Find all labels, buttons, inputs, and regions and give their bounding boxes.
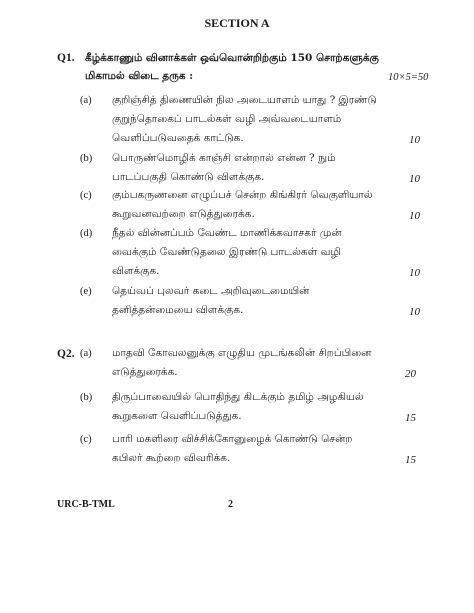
q2a-line1: மாதவி கோவலனுக்கு எழுதிய முடங்கலின் சிறப்பினை	[112, 347, 372, 359]
q1d-label: (d)	[80, 228, 93, 239]
q2c-marks: 15	[405, 454, 416, 466]
q2a-line2: எடுத்துரைக்க.	[112, 366, 178, 378]
footer-code: URC-B-TML	[57, 499, 115, 510]
q1b-label: (b)	[80, 153, 93, 164]
section-title: SECTION A	[204, 16, 270, 30]
q2a-marks: 20	[405, 368, 416, 380]
q2a-label: (a)	[80, 348, 92, 359]
q2-number: Q2.	[57, 348, 75, 360]
q2b-label: (b)	[80, 392, 93, 403]
q1c-line1: கும்பகருணனை எழுப்பச் சென்ற கிங்கிரர் வெகுளியால்	[112, 189, 373, 201]
q1e-line1: தெய்வப் புலவர் கடை அறிவுடைமையின்	[112, 285, 310, 297]
q1e-label: (e)	[80, 286, 92, 297]
q1d-line1: நீதல் வின்னப்பம் வேண்ட மாணிக்கவாசகர் முன்	[112, 227, 342, 239]
q1b-marks: 10	[409, 173, 420, 185]
q1d-line3: விளக்குக.	[112, 265, 160, 277]
q1e-marks: 10	[409, 306, 420, 318]
q2b-line1: திருப்பாவையில் பொதிந்து கிடக்கும் தமிழ் அழகியல்	[112, 391, 364, 403]
q1d-line2: வைக்கும் வேண்டுதலை இரண்டு பாடல்கள் வழி	[112, 246, 341, 258]
q1c-marks: 10	[409, 210, 420, 222]
q2b-marks: 15	[405, 412, 416, 424]
q1-instruction-line1: கீழ்க்காணும் வினாக்கள் ஒவ்வொன்றிற்கும் 150 சொற்களுக்கு	[85, 52, 379, 64]
q1-number: Q1.	[57, 52, 75, 64]
page-number: 2	[228, 499, 233, 510]
q1c-line2: கூறுவனவற்றை எடுத்துரைக்க.	[112, 208, 255, 220]
q2c-line1: பாரி மகளிரை விச்சிக்கோனுழைக் கொண்டு சென்ற	[112, 433, 353, 445]
q1e-line2: தனித்தன்மையை விளக்குக.	[112, 304, 244, 316]
q1a-line3: வெளிப்படுவதைக் காட்டுக.	[112, 132, 244, 144]
q1b-line2: பாடப்பகுதி கொண்டு விளக்குக.	[112, 171, 265, 183]
q1a-line1: குறிஞ்சித் திணையின் நில அடையாளம் யாது ? இரண்டு	[112, 94, 377, 106]
q1-instruction-line2: மிகாமல் விடை தருக :	[85, 70, 194, 82]
q1-marks-total: 10×5=50	[388, 72, 429, 83]
q2b-line2: கூறுகளை வெளிப்படுத்துக.	[112, 410, 242, 422]
q1c-label: (c)	[80, 190, 92, 201]
q2c-line2: கபிலர் கூற்றை விவரிக்க.	[112, 452, 231, 464]
q1a-marks: 10	[409, 134, 420, 146]
q1d-marks: 10	[409, 267, 420, 279]
q2c-label: (c)	[80, 434, 92, 445]
q1b-line1: பொருண்மொழிக் காஞ்சி என்றால் என்ன ? நும்	[112, 152, 336, 164]
q1a-label: (a)	[80, 95, 92, 106]
q1a-line2: குறுந்தொகைப் பாடல்கள் வழி அவ்வடையாளம்	[112, 113, 342, 125]
